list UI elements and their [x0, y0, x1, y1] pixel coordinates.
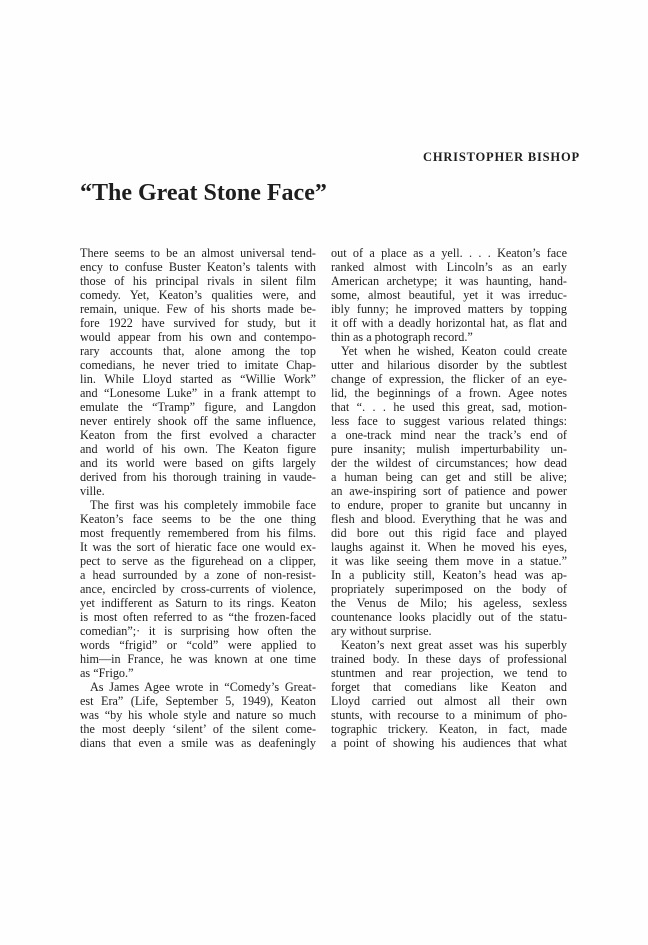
- text-line: utter and hilarious disorder by the subtlest: [331, 358, 567, 372]
- text-line: trained body. In these days of professional: [331, 652, 567, 666]
- text-line: change of expression, the flicker of an eye-: [331, 372, 567, 386]
- text-line: stunts, with recourse to a minimum of pho-: [331, 708, 567, 722]
- text-line: derived from his thorough training in vaude-: [80, 470, 316, 484]
- text-line: words “frigid” or “cold” were applied to: [80, 638, 316, 652]
- text-line: and “Lonesome Luke” in a frank attempt to: [80, 386, 316, 400]
- text-line: and its world were based on gifts largely: [80, 456, 316, 470]
- text-line: some, almost beautiful, yet it was irreduc-: [331, 288, 567, 302]
- text-line: did bore out this rigid face and played: [331, 526, 567, 540]
- text-line: that “. . . he used this great, sad, motion-: [331, 400, 567, 414]
- text-line: rary accounts that, alone among the top: [80, 344, 316, 358]
- text-line: der the wildest of circumstances; how dead: [331, 456, 567, 470]
- text-line: a human being can get and still be alive;: [331, 470, 567, 484]
- text-line: Lloyd carried out almost all their own: [331, 694, 567, 708]
- text-line: It was the sort of hieratic face one would ex-: [80, 540, 316, 554]
- text-line: an awe-inspiring sort of patience and power: [331, 484, 567, 498]
- text-line: As James Agee wrote in “Comedy’s Great-: [90, 680, 316, 694]
- text-line: a one-track mind near the track’s end of: [331, 428, 567, 442]
- text-line: There seems to be an almost universal tend-: [80, 246, 316, 260]
- text-line: to endure, proper to granite but uncanny in: [331, 498, 567, 512]
- text-line: was “by his whole style and nature so much: [80, 708, 316, 722]
- text-line: ibly funny; he improved matters by topping: [331, 302, 567, 316]
- text-line: pect to serve as the figurehead on a clipper,: [80, 554, 316, 568]
- text-line: stuntmen and rear projection, we tend to: [331, 666, 567, 680]
- text-line: a head surrounded by a zone of non-resist-: [80, 568, 316, 582]
- text-line: Keaton’s next great asset was his superbly: [341, 638, 567, 652]
- text-line: comedian”;· it is surprising how often the: [80, 624, 316, 638]
- article-title: “The Great Stone Face”: [80, 180, 327, 206]
- text-line: and world of his own. The Keaton figure: [80, 442, 316, 456]
- text-line: it was like seeing them move in a statue.”: [331, 554, 567, 568]
- text-line: American archetype; it was haunting, hand-: [331, 274, 567, 288]
- text-line: would appear from his own and contempo-: [80, 330, 316, 344]
- text-line: countenance looks placidly out of the statu-: [331, 610, 567, 624]
- text-line: him—in France, he was known at one time: [80, 652, 316, 666]
- text-line: lin. While Lloyd started as “Willie Work”: [80, 372, 316, 386]
- text-line: as “Frigo.”: [80, 666, 134, 680]
- text-line: flesh and blood. Everything that he was and: [331, 512, 567, 526]
- text-line: fore 1922 have survived for study, but it: [80, 316, 316, 330]
- text-line: ranked almost with Lincoln’s as an early: [331, 260, 567, 274]
- text-line: those of his principal rivals in silent film: [80, 274, 316, 288]
- text-line: most frequently remembered from his films.: [80, 526, 316, 540]
- text-line: pure insanity; mulish imperturbability un-: [331, 442, 567, 456]
- text-line: emulate the “Tramp” figure, and Langdon: [80, 400, 316, 414]
- text-line: In a publicity still, Keaton’s head was ap-: [331, 568, 567, 582]
- text-line: never entirely shook off the same influence,: [80, 414, 316, 428]
- text-line: comedians, he never tried to imitate Chap-: [80, 358, 316, 372]
- text-line: a point of showing his audiences that what: [331, 736, 567, 750]
- text-line: less face to suggest various related things:: [331, 414, 567, 428]
- text-line: out of a place as a yell. . . . Keaton’s face: [331, 246, 567, 260]
- text-line: ency to confuse Buster Keaton’s talents with: [80, 260, 316, 274]
- text-line: forget that comedians like Keaton and: [331, 680, 567, 694]
- text-line: remain, unique. Few of his shorts made be-: [80, 302, 316, 316]
- text-line: yet indifferent as Saturn to its rings. Keaton: [80, 596, 316, 610]
- text-line: Yet when he wished, Keaton could create: [341, 344, 567, 358]
- text-line: thin as a photograph record.”: [331, 330, 473, 344]
- text-column-right: [331, 246, 567, 750]
- text-line: ary without surprise.: [331, 624, 432, 638]
- text-line: propriately superimposed on the body of: [331, 582, 567, 596]
- text-line: ville.: [80, 484, 105, 498]
- text-line: is most often referred to as “the frozen-faced: [80, 610, 316, 624]
- text-line: The first was his completely immobile face: [90, 498, 316, 512]
- text-column-left: [80, 246, 316, 750]
- text-line: dians that even a smile was as deafeningly: [80, 736, 316, 750]
- text-line: ance, encircled by cross-currents of violence,: [80, 582, 316, 596]
- text-line: it off with a deadly horizontal hat, as flat and: [331, 316, 567, 330]
- text-line: est Era” (Life, September 5, 1949), Keaton: [80, 694, 316, 708]
- text-line: lid, the beginnings of a frown. Agee notes: [331, 386, 567, 400]
- text-line: Keaton’s face seems to be the one thing: [80, 512, 316, 526]
- text-line: the most deeply ‘silent’ of the silent come-: [80, 722, 316, 736]
- author-name: CHRISTOPHER BISHOP: [423, 150, 580, 164]
- text-line: the Venus de Milo; his ageless, sexless: [331, 596, 567, 610]
- text-line: Keaton from the first evolved a character: [80, 428, 316, 442]
- text-line: comedy. Yet, Keaton’s qualities were, and: [80, 288, 316, 302]
- text-line: tographic trickery. Keaton, in fact, made: [331, 722, 567, 736]
- text-line: laughs against it. When he moved his eyes,: [331, 540, 567, 554]
